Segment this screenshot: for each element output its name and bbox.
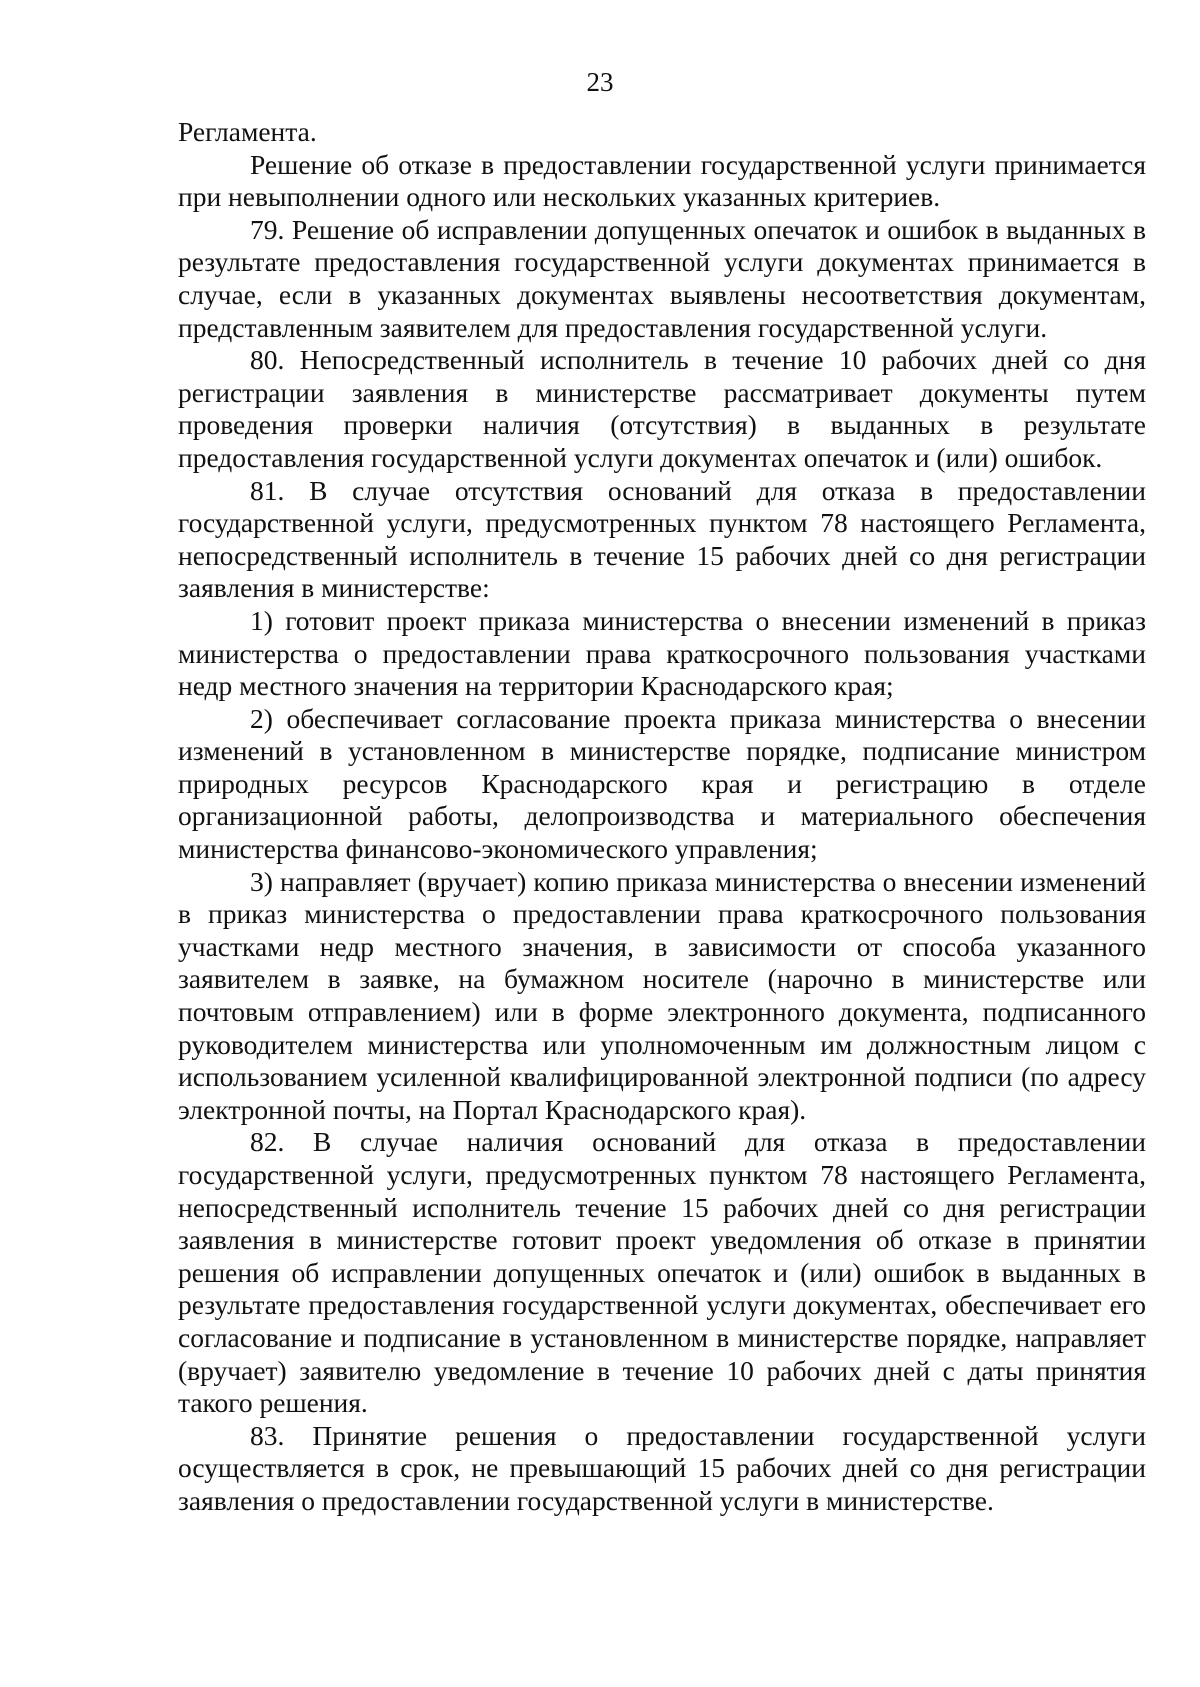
paragraph-item-81-3: 3) направляет (вручает) копию приказа министерства о внесении изменений в приказ министерства о предоставлении права краткосрочного пользования участками недр местного значения, в зависимости от способа указанного заявителем в заявке, на бумажном носителе (нарочно в министерстве или почтовым отправлением) или в форме электронного документа, подписанного руководителем министерства или уполномоченным им должностным лицом с использованием усиленной квалифицированной электронной подписи (по адресу электронной почты, на Портал Краснодарского края). [178, 865, 1146, 1125]
page-number: 23 [586, 67, 614, 97]
paragraph-continuation: Регламента. [178, 116, 317, 147]
paragraph-refusal-decision: Решение об отказе в предоставлении государственной услуги принимается при невыполнении одного или нескольких указанных критериев. [178, 148, 1146, 213]
paragraph-item-81: 81. В случае отсутствия оснований для отказа в предоставлении государственной услуги, предусмотренных пунктом 78 настоящего Регламента, непосредственный исполнитель в течение 15 рабочих дней со дня регистрации заявления в министерстве: [178, 474, 1146, 604]
paragraph-item-82: 82. В случае наличия оснований для отказа в предоставлении государственной услуги, предусмотренных пунктом 78 настоящего Регламента, непосредственный исполнитель течение 15 рабочих дней со дня регистрации заявления в министерстве готовит проект уведомления об отказе в принятии решения об исправлении допущенных опечаток и (или) ошибок в выданных в результате предоставления государственной услуги документах, обеспечивает его согласование и подписание в установленном в министерстве порядке, направляет (вручает) заявителю уведомление в течение 10 рабочих дней с даты принятия такого решения. [178, 1126, 1146, 1419]
paragraph-item-79: 79. Решение об исправлении допущенных опечаток и ошибок в выданных в результате предоставления государственной услуги документах принимается в случае, если в указанных документах выявлены несоответствия документам, представленным заявителем для предоставления государственной услуги. [178, 213, 1146, 343]
paragraph-item-80: 80. Непосредственный исполнитель в течение 10 рабочих дней со дня регистрации заявления в министерстве рассматривает документы путем проведения проверки наличия (отсутствия) в выданных в результате предоставления государственной услуги документах опечаток и (или) ошибок. [178, 344, 1146, 473]
paragraph-item-81-2: 2) обеспечивает согласование проекта приказа министерства о внесении изменений в установленном в министерстве порядке, подписание министром природных ресурсов Краснодарского края и регистрацию в отделе организационной работы, делопроизводства и материального обеспечения министерства финансово-экономического управления; [178, 702, 1146, 865]
paragraph-item-83: 83. Принятие решения о предоставлении государственной услуги осуществляется в срок, не превышающий 15 рабочих дней со дня регистрации заявления о предоставлении государственной услуги в министерстве. [178, 1419, 1146, 1516]
paragraph-item-81-1: 1) готовит проект приказа министерства о внесении изменений в приказ министерства о предоставлении права краткосрочного пользования участками недр местного значения на территории Краснодарского края; [178, 604, 1146, 702]
document-body [178, 116, 1146, 1518]
